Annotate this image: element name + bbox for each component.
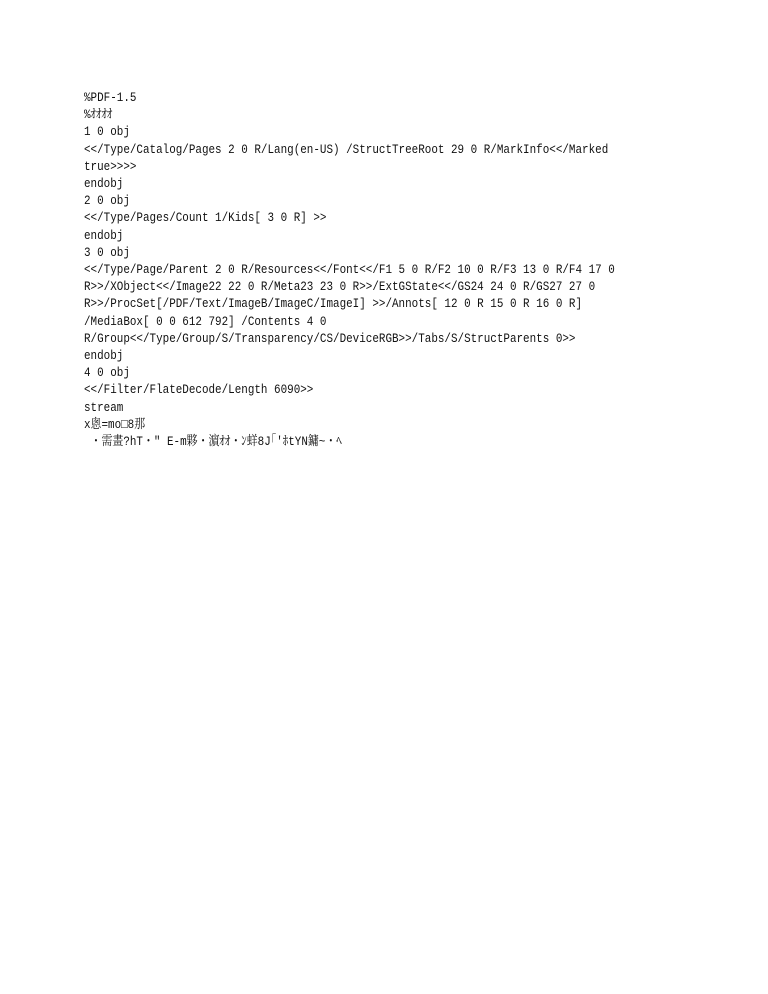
text-line: 1 0 obj [84,124,130,140]
text-line: <</Filter/FlateDecode/Length 6090>> [84,382,314,398]
text-line: R>>/ProcSet[/PDF/Text/ImageB/ImageC/ImageI] >>/Annots[ 12 0 R 15 0 R 16 0 R] [84,296,583,312]
text-line: <</Type/Catalog/Pages 2 0 R/Lang(en-US) /StructTreeRoot 29 0 R/MarkInfo<</Marked [84,141,609,157]
text-line: %ｵｵｵｵ [84,107,113,123]
raw-pdf-text [84,89,615,450]
text-line: endobj [84,227,124,243]
text-line: stream [84,399,124,415]
text-line: <</Type/Pages/Count 1/Kids[ 3 0 R] >> [84,210,327,226]
text-line: endobj [84,348,124,364]
text-line: 2 0 obj [84,193,130,209]
text-line: ・需畫?hT・″ E-m夥・濵ｵｵ・ﾝ蛘8J｢'ﾎtYN鏞~・ﾍ [84,434,342,450]
text-line: x悤=mo□8那 [84,416,146,432]
text-line: endobj [84,176,124,192]
text-line: R/Group<</Type/Group/S/Transparency/CS/DeviceRGB>>/Tabs/S/StructParents 0>> [84,330,576,346]
text-line: true>>>> [84,158,137,174]
text-line: R>>/XObject<</Image22 22 0 R/Meta23 23 0 R>>/ExtGState<</GS24 24 0 R/GS27 27 0 [84,279,596,295]
text-line: 4 0 obj [84,365,130,381]
text-line: <</Type/Page/Parent 2 0 R/Resources<</Font<</F1 5 0 R/F2 10 0 R/F3 13 0 R/F4 17 0 [84,262,615,278]
text-line: /MediaBox[ 0 0 612 792] /Contents 4 0 [84,313,327,329]
text-line: %PDF-1.5 [84,90,137,105]
text-line: 3 0 obj [84,244,130,260]
